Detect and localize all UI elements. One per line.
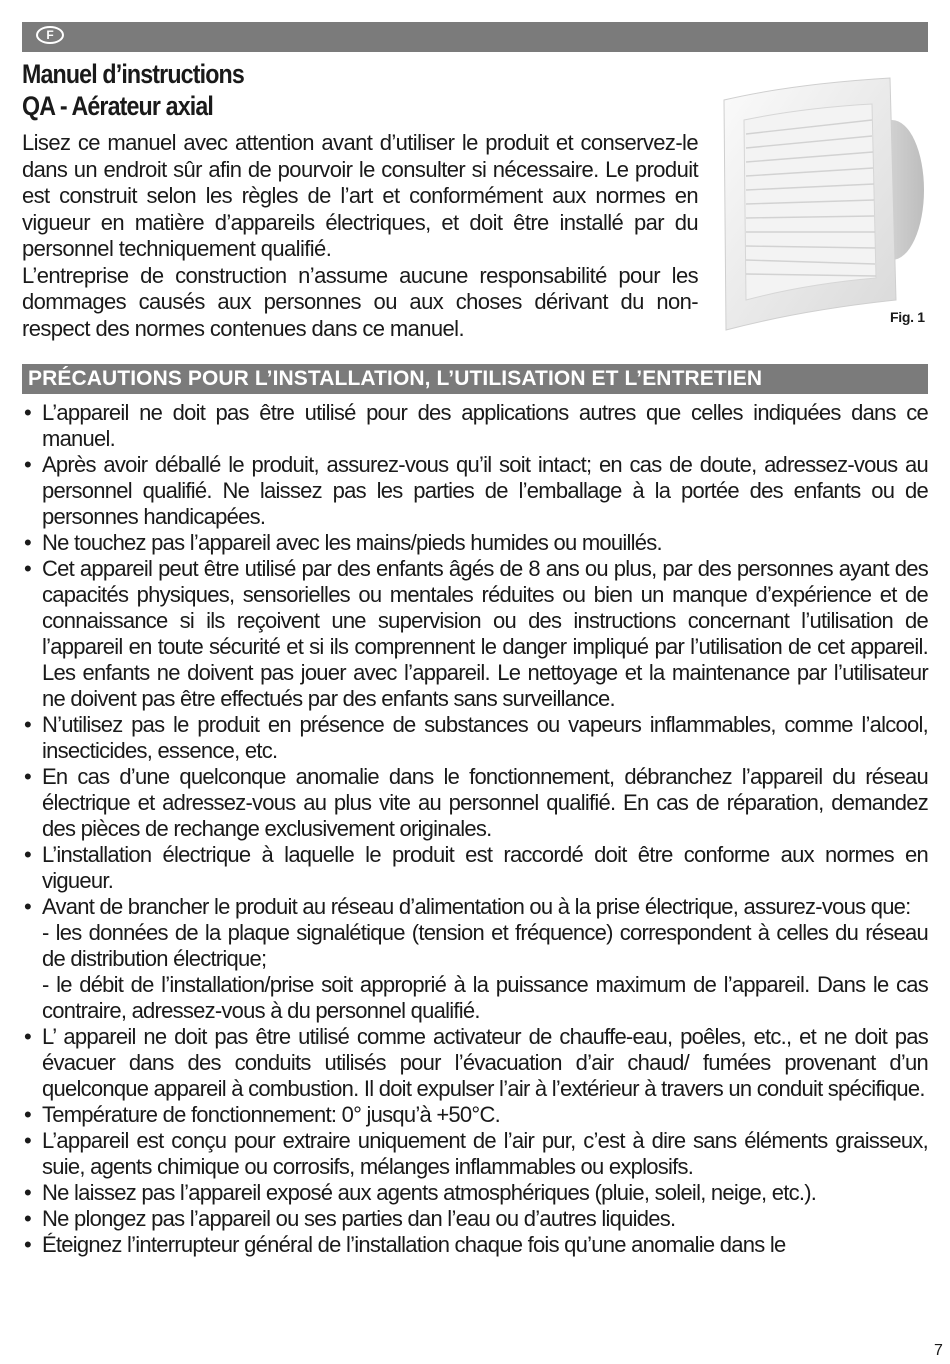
list-item: • En cas d’une quelconque anomalie dans le fonctionnement, débranchez l’appareil du réseau électrique et adressez-vous au plus vite au personnel qualifié. En cas de réparation, demandez des pièces de rechange exclusivement originales.	[22, 764, 928, 842]
intro-paragraph-2: L’entreprise de construction n’assume aucune responsabilité pour les dommages causés aux personnes ou aux choses dérivant du non-respect des normes contenues dans ce manuel.	[22, 262, 698, 341]
intro-paragraph-1: Lisez ce manuel avec attention avant d’utiliser le produit et conservez-le dans un endroit sûr afin de pourvoir le consulter si nécessaire. Le produit est construit selon les règles de l’art et conformément aux normes en vigueur en matière d’appareils électriques, et doit être installé par du personnel techniquement qualifié.	[22, 130, 698, 261]
power-text: Avant de brancher le produit au réseau d’alimentation ou à la prise électrique, assurez-vous que:	[42, 894, 911, 919]
title-line-2: QA - Aérateur axial	[22, 91, 214, 121]
header-bar	[22, 22, 928, 52]
list-item: • Éteignez l’interrupteur général de l’installation chaque fois qu’une anomalie dans le	[22, 1232, 928, 1258]
intro-text	[22, 130, 698, 342]
list-item: • Après avoir déballé le produit, assurez-vous qu’il soit intact; en cas de doute, adressez-vous au personnel qualifié. Ne laissez pas les parties de l’emballage à la portée des enfants ou de personnes handicapées.	[22, 452, 928, 530]
section-heading: PRÉCAUTIONS POUR L’INSTALLATION, L’UTILISATION ET L’ENTRETIEN	[22, 364, 928, 394]
language-badge: F	[36, 26, 64, 44]
list-item: • L’appareil ne doit pas être utilisé pour des applications autres que celles indiquées dans ce manuel.	[22, 400, 928, 452]
list-item: • Température de fonctionnement: 0° jusqu’à +50°C.	[22, 1102, 928, 1128]
list-item-power	[22, 894, 928, 1024]
list-item: • Ne plongez pas l’appareil ou ses parties dan l’eau ou d’autres liquides.	[22, 1206, 928, 1232]
page-title	[22, 58, 607, 122]
list-item: • Ne touchez pas l’appareil avec les mains/pieds humides ou mouillés.	[22, 530, 928, 556]
title-line-1: Manuel d’instructions	[22, 59, 244, 89]
page-number: 7	[934, 1342, 943, 1359]
axial-fan-product-image	[712, 72, 932, 342]
list-item: • Cet appareil peut être utilisé par des enfants âgés de 8 ans ou plus, par des personnes ayant des capacités physiques, sensorielles ou mentales réduites ou bien un manque d’expérience et de connaissance si ils reçoivent une supervision ou des instructions concernant l’utilisation de l’appareil en toute sécurité et si ils comprennent le danger impliqué par l’utilisation de cet appareil. Les enfants ne doivent pas jouer avec l’appareil. Le nettoyage et la maintenance par l’utilisateur ne doivent pas être effectués par des enfants sans surveillance.	[22, 556, 928, 712]
power-sub-2: - le débit de l’installation/prise soit approprié à la puissance maximum de l’appareil. Dans le cas contraire, adressez-vous à du personnel qualifié.	[42, 972, 928, 1023]
list-item: • L’installation électrique à laquelle le produit est raccordé doit être conforme aux normes en vigueur.	[22, 842, 928, 894]
precautions-list	[22, 400, 928, 1258]
list-item: • L’appareil est conçu pour extraire uniquement de l’air pur, c’est à dire sans éléments graisseux, suie, agents chimique ou corrosifs, mélanges inflammables ou explosifs.	[22, 1128, 928, 1180]
fan-illustration	[712, 72, 932, 342]
power-sub-1: - les données de la plaque signalétique (tension et fréquence) correspondent à celles du réseau de distribution électrique;	[42, 920, 928, 971]
figure-label: Fig. 1	[890, 309, 925, 325]
list-item: • N’utilisez pas le produit en présence de substances ou vapeurs inflammables, comme l’alcool, insecticides, essence, etc.	[22, 712, 928, 764]
list-item: • Ne laissez pas l’appareil exposé aux agents atmosphériques (pluie, soleil, neige, etc.).	[22, 1180, 928, 1206]
list-item: • L’ appareil ne doit pas être utilisé comme activateur de chauffe-eau, poêles, etc., et ne doit pas évacuer dans des conduits utilisés pour l’évacuation d’air chaud/ fumées provenant d’un quelconque appareil à combustion. Il doit expulser l’air à l’extérieur à travers un conduit spécifique.	[22, 1024, 928, 1102]
